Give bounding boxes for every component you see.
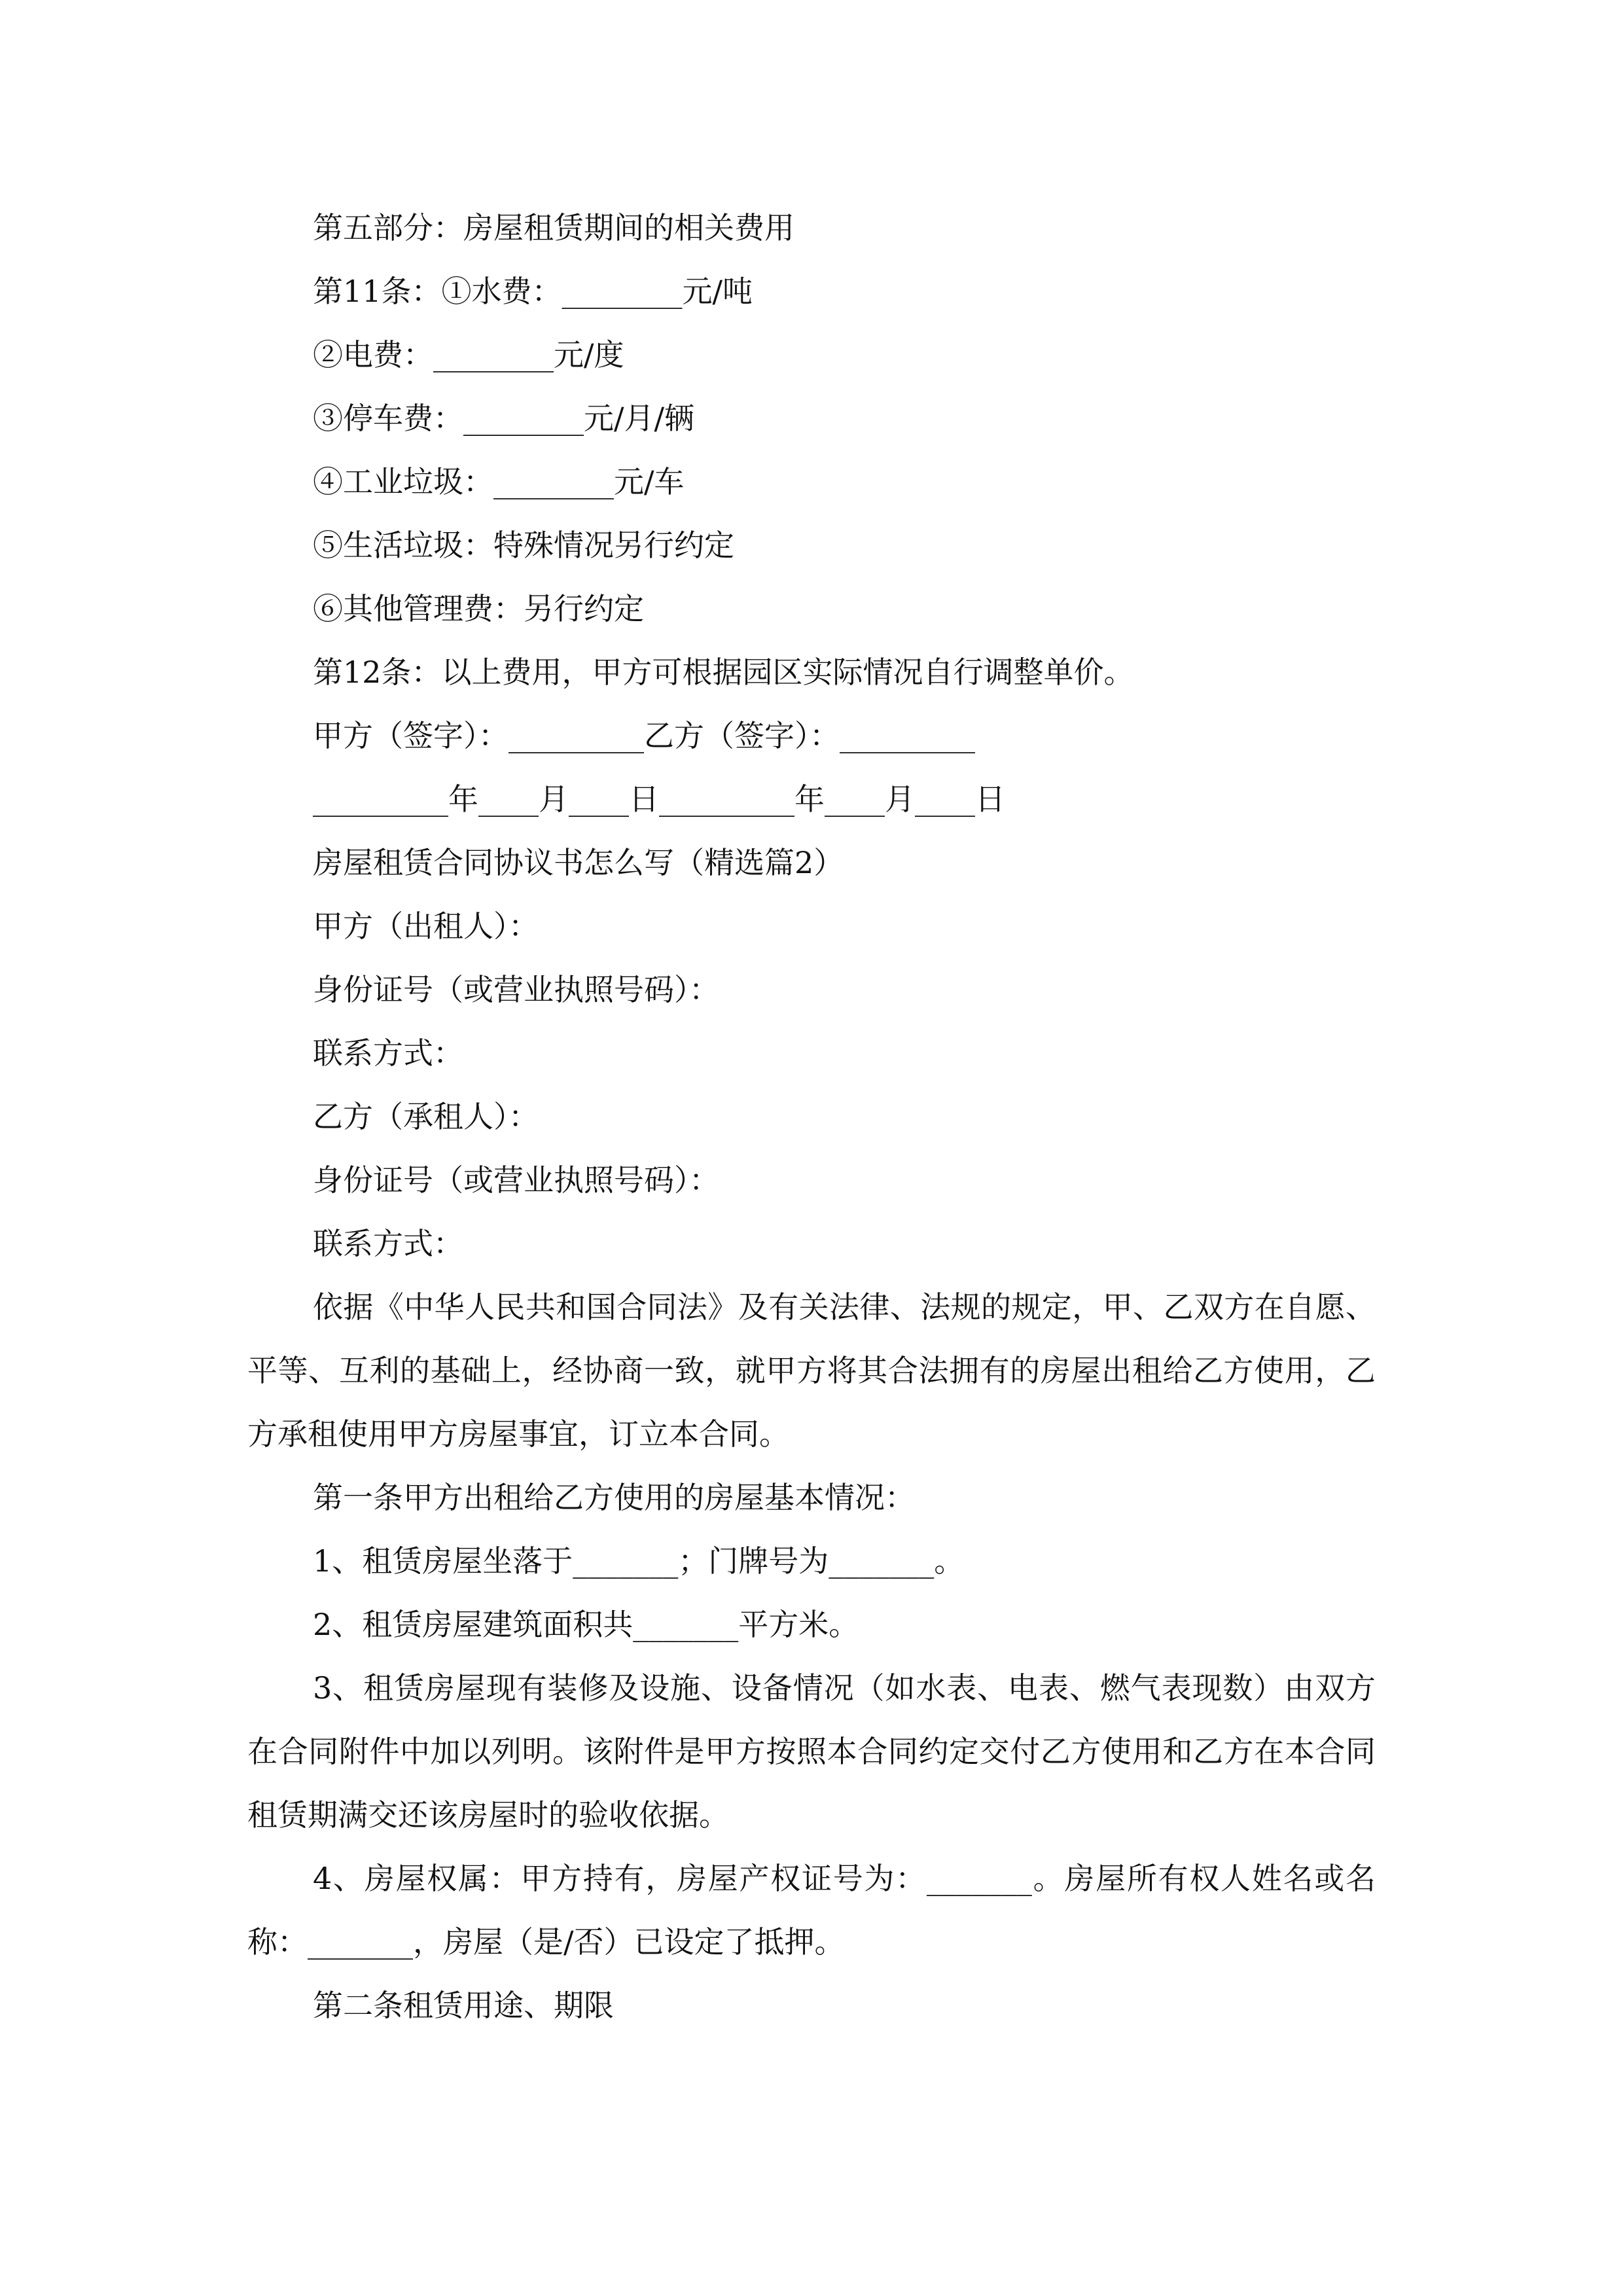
article-1-heading: 第一条甲方出租给乙方使用的房屋基本情况： xyxy=(313,1480,915,1515)
article-12-line: 第12条：以上费用，甲方可根据园区实际情况自行调整单价。 xyxy=(313,655,1134,690)
other-management-fee-line: ⑥其他管理费：另行约定 xyxy=(313,591,644,626)
parking-fee-line: ③停车费：________元/月/辆 xyxy=(313,401,694,436)
article-11-water-fee: 第11条：①水费：________元/吨 xyxy=(313,274,753,309)
signature-line: 甲方（签字）：_________乙方（签字）：_________ xyxy=(313,718,975,753)
section-heading-part-five: 第五部分：房屋租赁期间的相关费用 xyxy=(313,210,794,245)
document-body xyxy=(247,196,1376,2037)
clause-3-facilities: 3、租赁房屋现有装修及设施、设备情况（如水表、电表、燃气表现数）由双方在合同附件中加以列明。该附件是甲方按照本合同约定交付乙方使用和乙方在本合同租赁期满交还该房屋时的验收依据。 xyxy=(247,1670,1376,1833)
clause-4-ownership: 4、房屋权属：甲方持有，房屋产权证号为：_______。房屋所有权人姓名或名称：_______，房屋（是/否）已设定了抵押。 xyxy=(247,1861,1376,1960)
date-line: _________年____月____日_________年____月____日 xyxy=(313,781,1005,817)
contract-preamble-paragraph: 依据《中华人民共和国合同法》及有关法律、法规的规定，甲、乙双方在自愿、平等、互利的基础上，经协商一致，就甲方将其合法拥有的房屋出租给乙方使用，乙方承租使用甲方房屋事宜，订立本合同。 xyxy=(247,1289,1376,1452)
electricity-fee-line: ②电费：________元/度 xyxy=(313,337,624,372)
contract-title-2: 房屋租赁合同协议书怎么写（精选篇2） xyxy=(313,845,844,880)
household-waste-line: ⑤生活垃圾：特殊情况另行约定 xyxy=(313,528,734,563)
party-b-contact-label: 联系方式： xyxy=(313,1226,463,1261)
industrial-waste-fee-line: ④工业垃圾：________元/车 xyxy=(313,464,685,499)
party-a-contact-label: 联系方式： xyxy=(313,1035,463,1071)
party-b-id-label: 身份证号（或营业执照号码）： xyxy=(313,1162,719,1198)
clause-2-area: 2、租赁房屋建筑面积共_______平方米。 xyxy=(313,1607,859,1642)
clause-1-location: 1、租赁房屋坐落于_______；门牌号为_______。 xyxy=(313,1543,965,1579)
party-a-id-label: 身份证号（或营业执照号码）： xyxy=(313,972,719,1007)
party-b-label: 乙方（承租人）： xyxy=(313,1099,539,1134)
article-2-heading: 第二条租赁用途、期限 xyxy=(313,1988,614,2023)
party-a-label: 甲方（出租人）： xyxy=(313,908,539,944)
